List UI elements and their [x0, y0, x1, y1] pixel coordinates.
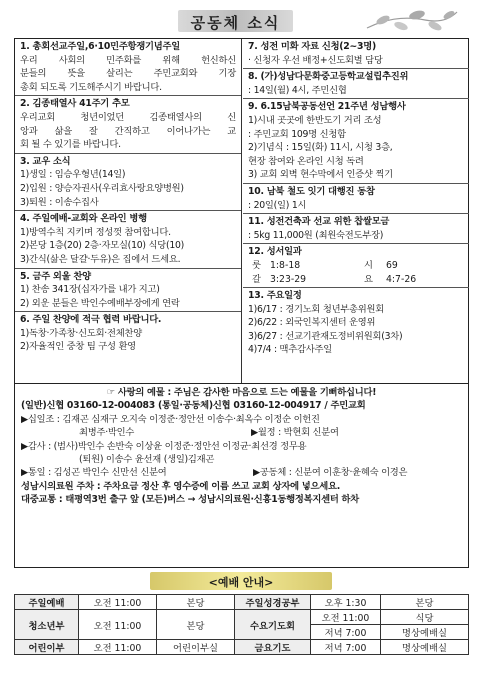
service-time: 오전 11:00 — [79, 610, 157, 640]
service-time: 오전 11:00 — [79, 595, 157, 610]
section-heading: 10. 남북 철도 잇기 대행진 동참 — [248, 185, 375, 197]
service-time: 오전 11:00 — [311, 610, 381, 625]
service-place: 본당 — [381, 595, 469, 610]
section-line: : 14일(월) 4시, 주민신협 — [248, 84, 347, 96]
bank-accounts: (일반)신협 03160-12-004083 (통일·공동체)신협 03160-12-004917 / 주민교회 — [21, 400, 366, 412]
section-heading: 8. (가)성남다문화중고등학교설립추진위 — [248, 71, 409, 83]
service-place: 본당 — [157, 610, 235, 640]
section-line: : 주민교회 109명 신청함 — [248, 128, 346, 140]
section-rice-fundraising — [243, 214, 469, 244]
service-place: 명상예배실 — [381, 640, 469, 655]
service-time: 저녁 7:00 — [311, 625, 381, 640]
service-name: 주일예배 — [15, 595, 79, 610]
section-line: 2)기념식 : 15일(화) 11시, 시청 3층, — [248, 142, 393, 154]
page-title: 공동체 소식 — [190, 14, 281, 32]
section-lectionary — [243, 244, 469, 288]
section-sanctuary-decor — [243, 39, 469, 69]
section-line: 회 될 수 있기를 바랍니다. — [20, 139, 121, 151]
section-line: 우리 사회의 민주화를 위해 헌신하신 — [20, 54, 236, 66]
service-name: 청소년부 — [15, 610, 79, 640]
section-line: : 20일(일) 1시 — [248, 199, 307, 211]
lectionary-row — [248, 259, 464, 273]
section-heading: 9. 6.15남북공동선언 21주년 성남행사 — [248, 101, 406, 113]
service-time: 저녁 7:00 — [311, 640, 381, 655]
section-heading: 2. 김종태열사 41주기 추모 — [20, 98, 130, 110]
section-line: 총회 되도록 기도해주시기 바랍니다. — [20, 81, 162, 93]
section-heading: 11. 성전건축과 선교 위한 찹쌀모금 — [248, 216, 390, 228]
section-line: 3)6/27 : 선교기관재도정비위원회(3차) — [248, 330, 403, 342]
tithe-list-cont — [21, 426, 462, 439]
section-heading: 3. 교우 소식 — [20, 155, 71, 167]
verse-ref: 69 — [386, 259, 398, 271]
section-sunday-worship — [15, 211, 241, 268]
section-line: 1)시내 곳곳에 한반도기 거리 조성 — [248, 114, 382, 126]
service-place: 명상예배실 — [381, 625, 469, 640]
offering-notice — [14, 384, 469, 568]
service-time: 오전 11:00 — [79, 640, 157, 655]
section-memorize-hymn — [15, 269, 241, 313]
section-line: 2)본당 1층(20) 2층·자모실(10) 식당(10) — [20, 240, 185, 252]
section-line: 3)간식(삶은 달걀·두유)은 집에서 드세요. — [20, 253, 181, 265]
unification-community-list — [21, 466, 462, 479]
section-line: 2) 외운 분들은 박인수예배부장에게 연락 — [20, 297, 180, 309]
transit-note: 대중교통 : 태평역3번 출구 앞 (모든)버스 → 성남시의료원·신흥1동행정복지센터 하차 — [21, 494, 360, 506]
section-member-news — [15, 154, 241, 211]
tithe-list: ▶십일조 : 김재곤 심재구 오지숙 이정준·정안선 이송수·최옥수 이정순 이헌진 — [21, 413, 320, 425]
section-general-assembly — [15, 39, 241, 96]
verse-ref: 4:7-26 — [386, 273, 417, 285]
tithe-names: 최병주·박인수 — [79, 427, 135, 439]
section-line: 2)6/22 : 외국인복지센터 운영위 — [248, 317, 376, 329]
verse-book: 룻 — [252, 259, 261, 271]
table-row — [15, 610, 469, 625]
section-line: 1)생일 : 임승우형년(14일) — [20, 169, 126, 181]
section-line: 4)7/4 : 맥추감사주일 — [248, 344, 332, 356]
thanks-list: ▶감사 : (범사)박인수 손반숙 이상윤 이정준·정안선 이정균·최선경 정무용 — [21, 440, 307, 452]
section-line: 2)자율적인 중창 팀 구성 환영 — [20, 341, 136, 353]
section-heading: 6. 주일 찬양에 적극 협력 바랍니다. — [20, 314, 162, 326]
right-column — [243, 39, 469, 383]
service-name: 어린이부 — [15, 640, 79, 655]
verse-book: 요 — [364, 273, 373, 285]
verse-book: 시 — [364, 259, 373, 271]
verse-book: 갈 — [252, 273, 261, 285]
section-schedule — [243, 288, 469, 358]
leaf-decoration-icon — [365, 6, 460, 36]
lectionary-row — [248, 273, 464, 287]
section-line: 현장 참여와 온라인 시청 독려 — [248, 155, 364, 167]
community-offering: ▶공동체 : 신분여 이훈창·윤혜숙 이경은 — [253, 467, 408, 479]
parking-note: 성남시의료원 주차 : 주차요금 정산 후 영수증에 이름 쓰고 교회 상자에 넣으세요. — [21, 480, 340, 492]
worship-heading-text: <예배 안내> — [208, 576, 274, 589]
section-line: : 5kg 11,000원 (최원숙전도부장) — [248, 229, 384, 241]
service-name: 주일성경공부 — [235, 595, 311, 610]
service-name: 수요기도회 — [235, 610, 311, 640]
section-line: 2)입원 : 양승자권사(우리효사랑요양병원) — [20, 182, 184, 194]
section-heading: 4. 주일예배-교회와 온라인 병행 — [20, 213, 147, 225]
service-place: 식당 — [381, 610, 469, 625]
section-heading: 1. 총회선교주일,6·10민주항쟁기념주일 — [20, 41, 180, 52]
section-line: 3)퇴원 : 이송수집사 — [20, 196, 99, 208]
section-line: · 신청자 우선 배정+신도회별 담당 — [248, 54, 383, 66]
service-place: 어린이부실 — [157, 640, 235, 655]
verse-ref: 3:23-29 — [270, 273, 307, 285]
section-line: 1)방역수칙 지키며 정성껏 참여합니다. — [20, 226, 171, 238]
section-heading: 5. 금주 외울 찬양 — [20, 270, 91, 282]
section-sunday-praise — [15, 312, 241, 355]
verse-ref: 1:8-18 — [270, 259, 301, 271]
offering-headline: ☞ 사랑의 예물 : 주님은 감사한 마음으로 드는 예물을 기뻐하십니다! — [106, 387, 377, 398]
monthly-offering: ▶월정 : 박현회 신분여 — [251, 427, 339, 439]
service-name: 금요기도 — [235, 640, 311, 655]
section-heading: 7. 성전 미화 자료 신청(2~3명) — [248, 41, 376, 52]
title-area — [0, 6, 482, 36]
section-line: 1)독창·가족창·신도회·전체찬양 — [20, 327, 142, 339]
unification-offering: ▶통일 : 김성곤 박인수 신만선 신분여 — [21, 467, 167, 479]
section-line: 1)6/17 : 경기노회 청년부총위원회 — [248, 303, 384, 315]
table-row — [15, 595, 469, 610]
table-row — [15, 640, 469, 655]
section-615-event — [243, 99, 469, 184]
worship-table — [14, 594, 469, 655]
section-railway-march — [243, 184, 469, 214]
service-time: 오후 1:30 — [311, 595, 381, 610]
section-line: 1) 찬송 341장(십자가를 내가 지고) — [20, 284, 160, 296]
section-heading: 13. 주요일정 — [248, 290, 302, 302]
section-line: 앙과 삶을 잘 간직하고 이어나가는 교 — [20, 125, 236, 137]
section-line: 분들의 뜻을 살리는 주민교회와 기장 — [20, 68, 236, 80]
service-place: 본당 — [157, 595, 235, 610]
section-multicultural-school — [243, 69, 469, 99]
section-line: 우리교회 청년이었던 김종태열사의 신 — [20, 111, 236, 123]
worship-heading — [150, 570, 332, 592]
section-memorial — [15, 96, 241, 153]
section-line: 3) 교회 외벽 현수막에서 인증샷 찍기 — [248, 169, 393, 181]
left-column — [15, 39, 242, 383]
section-heading: 12. 성서일과 — [248, 246, 302, 258]
news-box — [14, 38, 469, 384]
thanks-list-cont: (퇴원) 이송수 윤선재 (생일)김재곤 — [79, 454, 215, 466]
